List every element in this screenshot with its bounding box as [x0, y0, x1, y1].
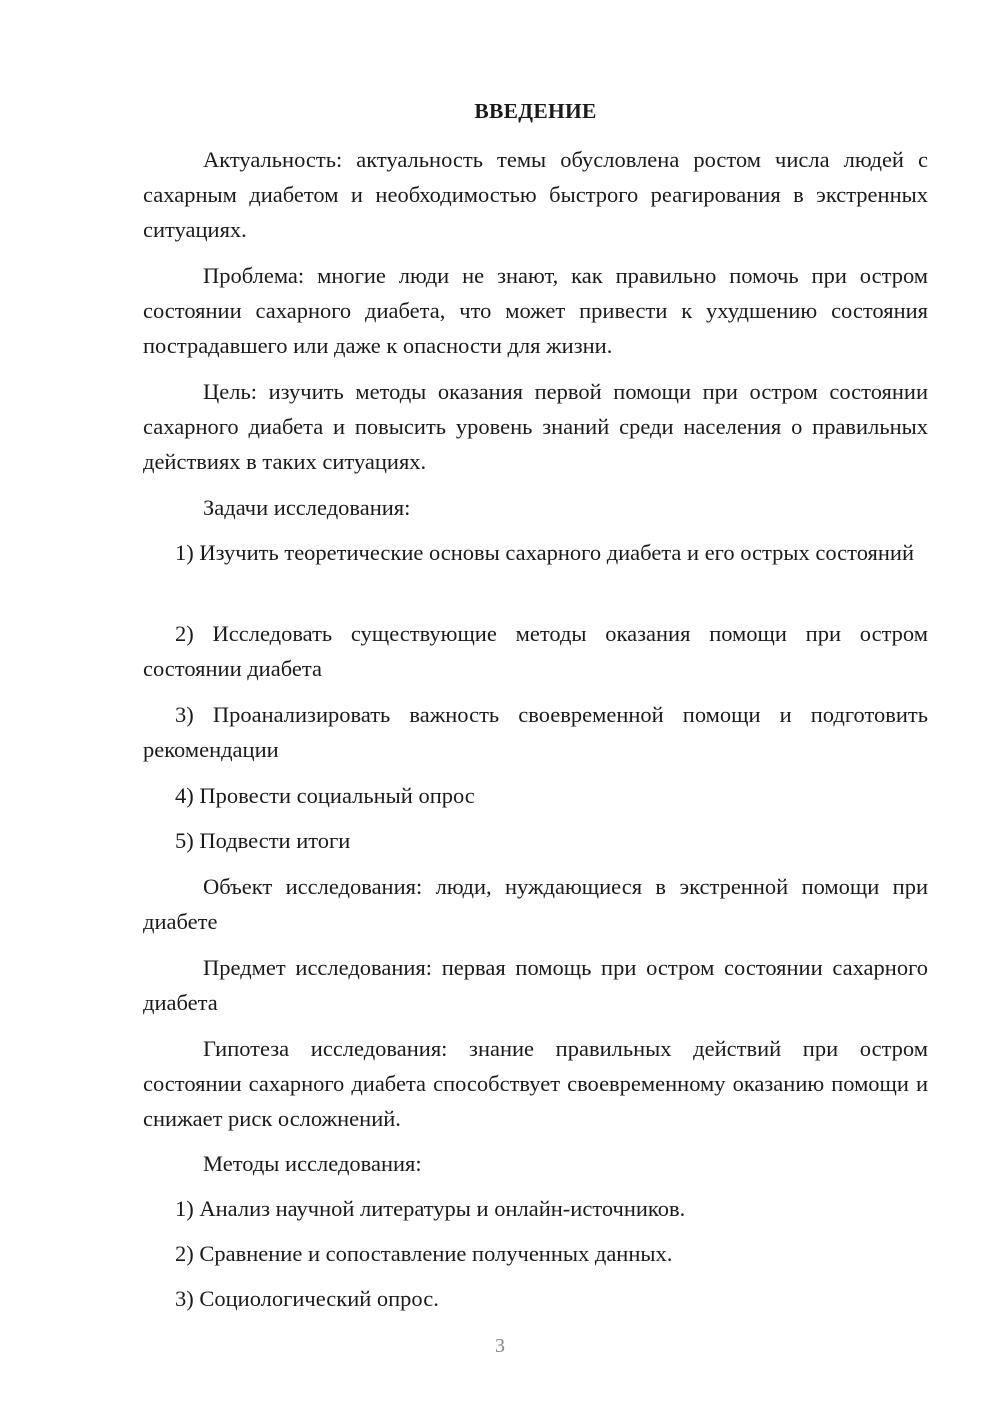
object-paragraph: Объект исследования: люди, нуждающиеся в экстренной помощи при диабете [143, 874, 928, 934]
goal-paragraph: Цель: изучить методы оказания первой помощи при остром состоянии сахарного диабета и повысить уровень знаний среди населения о правильных действиях в таких ситуациях. [143, 379, 928, 474]
relevance-paragraph: Актуальность: актуальность темы обусловлена ростом числа людей с сахарным диабетом и необходимостью быстрого реагирования в экстренных ситуациях. [143, 147, 928, 242]
tasks-label: Задачи исследования: [203, 495, 411, 520]
hypothesis-paragraph: Гипотеза исследования: знание правильных действий при остром состоянии сахарного диабета способствует своевременному оказанию помощи и снижает риск осложнений. [143, 1036, 928, 1131]
method-item: 1) Анализ научной литературы и онлайн-источников. [175, 1196, 686, 1221]
method-item: 2) Сравнение и сопоставление полученных данных. [175, 1241, 673, 1266]
problem-paragraph: Проблема: многие люди не знают, как правильно помочь при остром состоянии сахарного диабета, что может привести к ухудшению состояния пострадавшего или даже к опасности для жизни. [143, 263, 928, 358]
subject-paragraph: Предмет исследования: первая помощь при остром состоянии сахарного диабета [143, 955, 928, 1015]
task-item: 3) Проанализировать важность своевременной помощи и подготовить рекомендации [143, 702, 928, 762]
methods-label: Методы исследования: [203, 1151, 422, 1176]
method-item: 3) Социологический опрос. [175, 1286, 439, 1311]
task-item: 2) Исследовать существующие методы оказания помощи при остром состоянии диабета [143, 621, 928, 681]
task-item: 5) Подвести итоги [175, 828, 351, 853]
section-heading: ВВЕДЕНИЕ [474, 99, 597, 123]
task-item: 1) Изучить теоретические основы сахарного диабета и его острых состояний [175, 540, 914, 565]
page-number: 3 [495, 1335, 505, 1357]
task-item: 4) Провести социальный опрос [175, 783, 475, 808]
